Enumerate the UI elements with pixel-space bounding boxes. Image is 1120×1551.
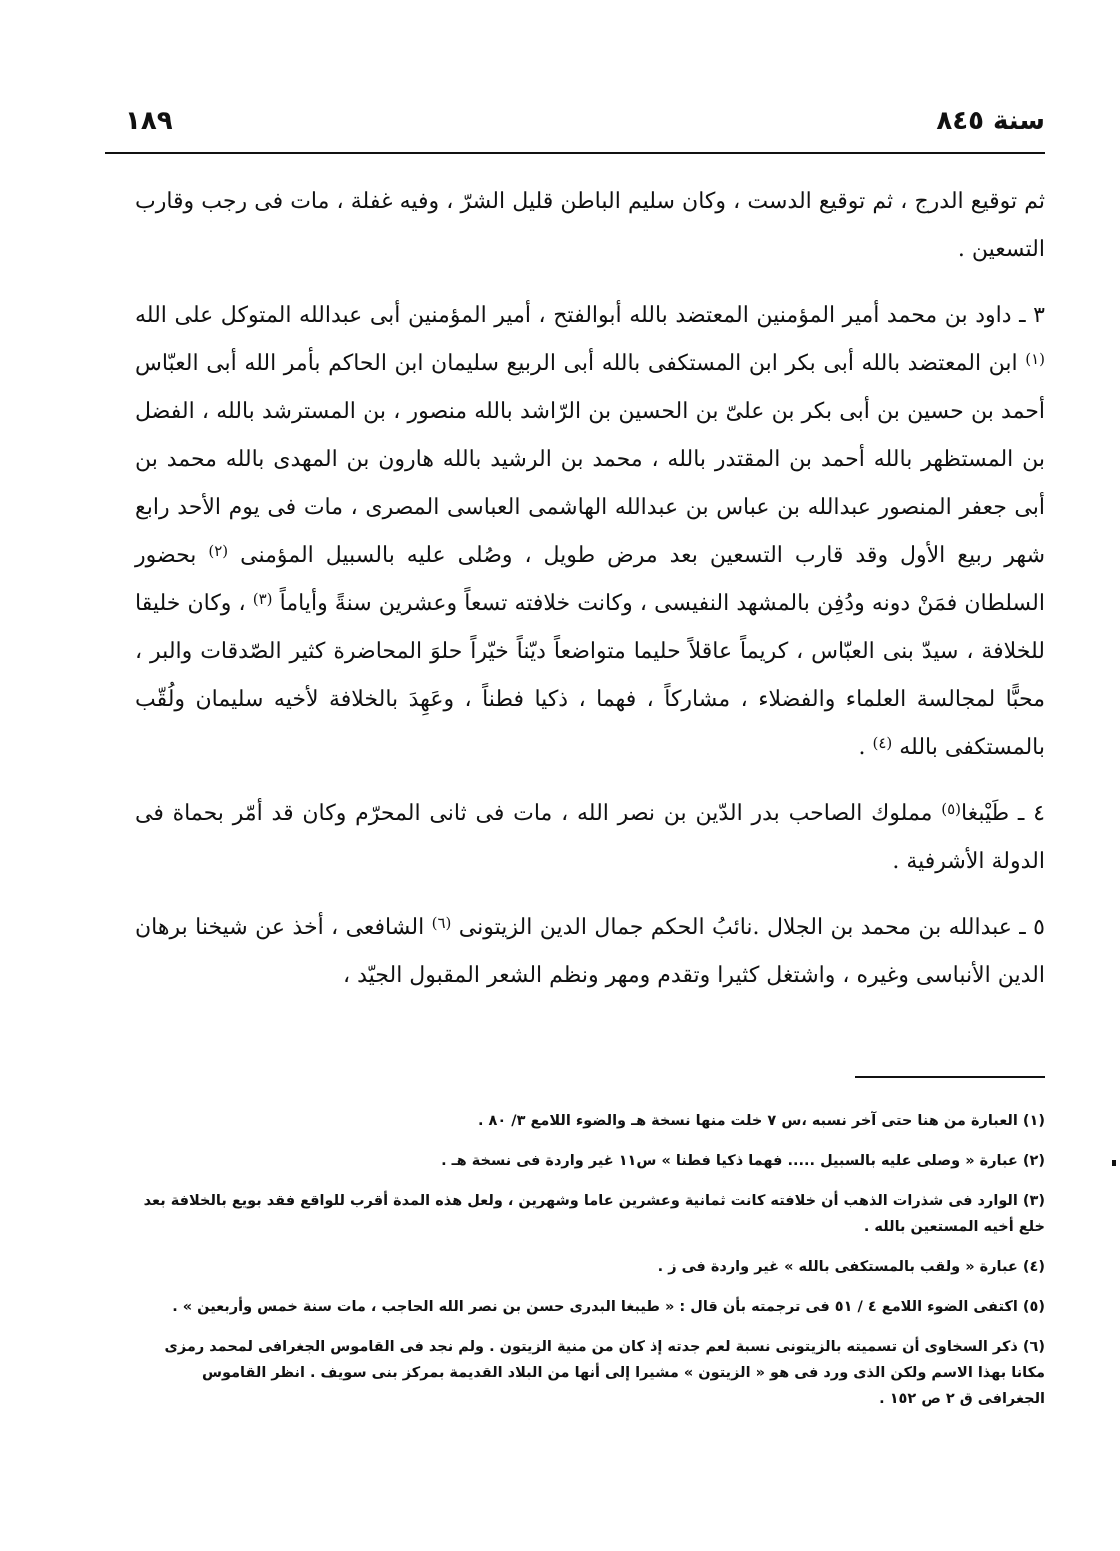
main-text [135,178,1045,1000]
header-divider [105,152,1045,154]
paragraph-text: ابن المعتضد بالله أبى بكر ابن المستكفى بالله أبى الربيع سليمان ابن الحاكم بأمر الله أبى العبّاس أحمد بن حسين بن أبى بكر بن علىّ بن الحسين بن الرّاشد بالله منصور ، بن المسترشد بالله ، الفضل بن المستظهر بالله أحمد بن المقتدر بالله ، محمد بن الرشيد بالله هارون بن المهدى بالله محمد بن أبى جعفر المنصور عبدالله بن عباس بن عبدالله الهاشمى العباسى المصرى ، مات فى يوم الأحد رابع شهر ربيع الأول وقد قارب التسعين بعد مرض طويل ، وصُلى عليه بالسبيل المؤمنى [135,351,1046,568]
header-year-title: سنة ٨٤٥ [936,106,1045,136]
footnote-6: (٦) ذكر السخاوى أن تسميته بالزيتونى نسبة لعم جدته إذ كان من منية الزيتون . ولم نجد فى القاموس الجغرافى لمحمد رمزى مكانا بهذا الاسم ولكن الذى ورد فى هو « الزيتون » مشيرا إلى أنها من البلاد القديمة بمركز بنى سويف . انظر القاموس الجغرافى ق ٢ ص ١٥٢ . [164,1339,1045,1407]
running-header [105,98,1045,150]
footnote-ref-5: (٥) [941,800,962,818]
footnote-3: (٣) الوارد فى شذرات الذهب أن خلافته كانت ثمانية وعشرين عاما وشهرين ، ولعل هذه المدة أقرب للواقع فقد بويع بالخلافة بعد خلع أخيه المستعين بالله . [143,1193,1045,1235]
paragraph-text: ، وكان خليقا للخلافة ، سيدّ بنى العبّاس ، كريماً عاقلاً حليما متواضعاً ديّناً خيّراً حلوَ المحاضرة كثير الصّدقات والبر ، محبًّا لمجالسة العلماء والفضلاء ، مشاركاً ، فهما ، ذكيا فطناً ، وعَهِدَ بالخلافة لأخيه سليمان ولُقّب بالمستكفى بالله [135,591,1045,760]
paragraph-text: بحضور السلطان فمَنْ دونه ودُفِن بالمشهد النفيسى ، وكانت خلافته تسعاً وعشرين سنةً وأياماً [135,543,1045,616]
paragraph-text: مملوك الصاحب بدر الدّين بن نصر الله ، مات فى ثانى المحرّم وكان قد أمّر بحماة فى الدولة الأشرفية . [135,801,1045,874]
footnote-ref-1: (١) [1025,350,1046,368]
footnote-ref-4: (٤) [872,734,893,752]
footnote-ref-3: (٣) [252,590,273,608]
page-number: ١٨٩ [125,106,173,136]
footnote-ref-6: (٦) [431,914,452,932]
footnote-2: (٢) عبارة « وصلى عليه بالسبيل ..... فهما ذكيا فطنا » س١١ غير واردة فى نسخة هـ . [441,1153,1045,1169]
footnote-4: (٤) عبارة « ولقب بالمستكفى بالله » غير واردة فى ز . [657,1259,1045,1275]
paragraph-text: ثم توقيع الدرج ، ثم توقيع الدست ، وكان سليم الباطن قليل الشرّ ، وفيه غفلة ، مات فى رجب وقارب التسعين . [135,189,1045,262]
entry-dawud [135,292,1045,772]
footnote-5: (٥) اكتفى الضوء اللامع ٤ / ٥١ فى ترجمته بأن قال : « طيبغا البدرى حسن بن نصر الله الحاجب ، مات سنة خمس وأربعين » . [172,1299,1045,1315]
paragraph-text: . [858,735,866,760]
footnote-divider [855,1076,1045,1078]
entry-abdallah [135,904,1045,1000]
paragraph-text: الشافعى ، أخذ عن شيخنا برهان الدين الأنباسى وغيره ، واشتغل كثيرا وتقدم ومهر ونظم الشعر المقبول الجيّد ، [135,915,1045,988]
footnote-1: (١) العبارة من هنا حتى آخر نسبه ،س ٧ خلت منها نسخة هـ والضوء اللامع ٣/ ٨٠ . [477,1113,1045,1129]
paragraph-text: ٥ ـ عبدالله بن محمد بن الجلال .نائبُ الحكم جمال الدين الزيتونى [458,915,1045,940]
footnote-ref-2: (٢) [208,542,229,560]
entry-taybugha [135,790,1045,886]
paragraph-text: ٤ ـ طَيْبغا [961,801,1045,826]
footnotes [135,1108,1045,1426]
paragraph-text: ٣ ـ داود بن محمد أمير المؤمنين المعتضد بالله أبوالفتح ، أمير المؤمنين أبى عبدالله المتوكل على الله [135,303,1045,328]
margin-mark [1112,1160,1116,1166]
paragraph-continuation [135,178,1045,274]
